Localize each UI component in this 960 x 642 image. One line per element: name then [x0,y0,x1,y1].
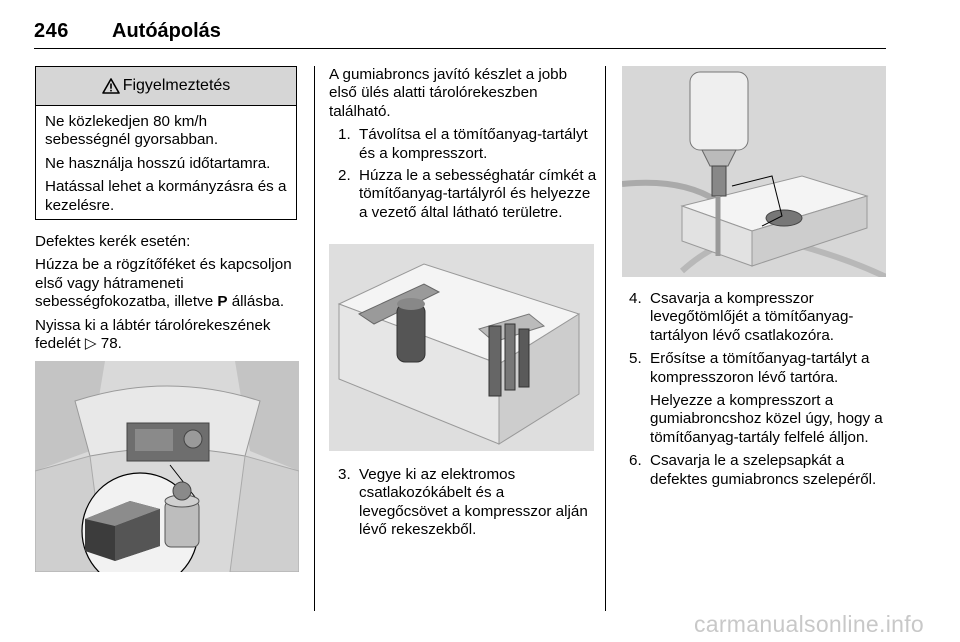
warning-header [36,67,296,106]
park-position: P [217,293,228,311]
list-item: 2. Húzza le a sebességhatár címkét a tömítőanyag-tartályról és helyezze a vezető által látható területre. [338,167,597,221]
column-1-text [35,233,307,353]
site-watermark: carmanualsonline.info [693,611,924,637]
column-divider-2 [605,66,606,611]
warning-body [36,106,296,215]
column-3-text [629,290,887,489]
column-2-text [329,66,597,222]
page-reference: 78. [100,335,122,353]
step-3 [338,466,596,540]
compressor-figure [622,66,886,277]
page-reference-icon: ▷ [84,335,97,353]
steps-1-2 [329,126,597,222]
list-item: 5. Erősítse a tömítőanyag-tartályt a kompresszoron lévő tartóra. [629,350,870,386]
warning-line-1: Ne közlekedjen 80 km/h sebességnél gyorsabban. [45,113,219,149]
list-item: 3. Vegye ki az elektromos csatlakozókábelt és a levegőcsövet a kompresszor alján lévő rekeszekből. [338,466,588,539]
list-item: Helyezze a kompresszort a gumiabroncshoz közel úgy, hogy a tömítőanyag-tartály felfelé álljon. [650,392,883,446]
warning-line-2: Ne használja hosszú időtartamra. [45,154,271,172]
warning-triangle-icon [102,78,120,94]
warning-title: Figyelmeztetés [122,77,231,94]
page-title: Autóápolás [112,20,221,42]
column-divider-1 [314,66,315,611]
storage-tray-figure [329,244,594,451]
kit-location-intro: A gumiabroncs javító készlet a jobb első ülés alatti tárolórekeszben található. [329,66,568,120]
list-item: 6. Csavarja le a szelepsapkát a defektes gumiabroncs szelepéről. [629,452,877,488]
open-storage-instruction: Nyissa ki a lábtér tárolórekeszének fedelét ▷ 78. [35,316,271,353]
flat-tire-intro: Defektes kerék esetén: [35,233,191,250]
warning-line-3: Hatással lehet a kormányzásra és a kezelésre. [45,178,287,214]
brake-instruction: Húzza be a rögzítőféket és kapcsoljon első vagy hátrameneti sebességfokozatba, illetve P állásba. [35,256,292,311]
warning-box [35,66,297,220]
list-item: 1. Távolítsa el a tömítőanyag-tartályt és a kompresszort. [338,126,588,162]
page-number: 246 [34,20,69,42]
car-interior-figure [35,361,299,572]
header-rule [34,48,886,49]
list-item: 4. Csavarja a kompresszor levegőtömlőjét a tömítőanyag-tartályon lévő csatlakozóra. [629,290,854,344]
